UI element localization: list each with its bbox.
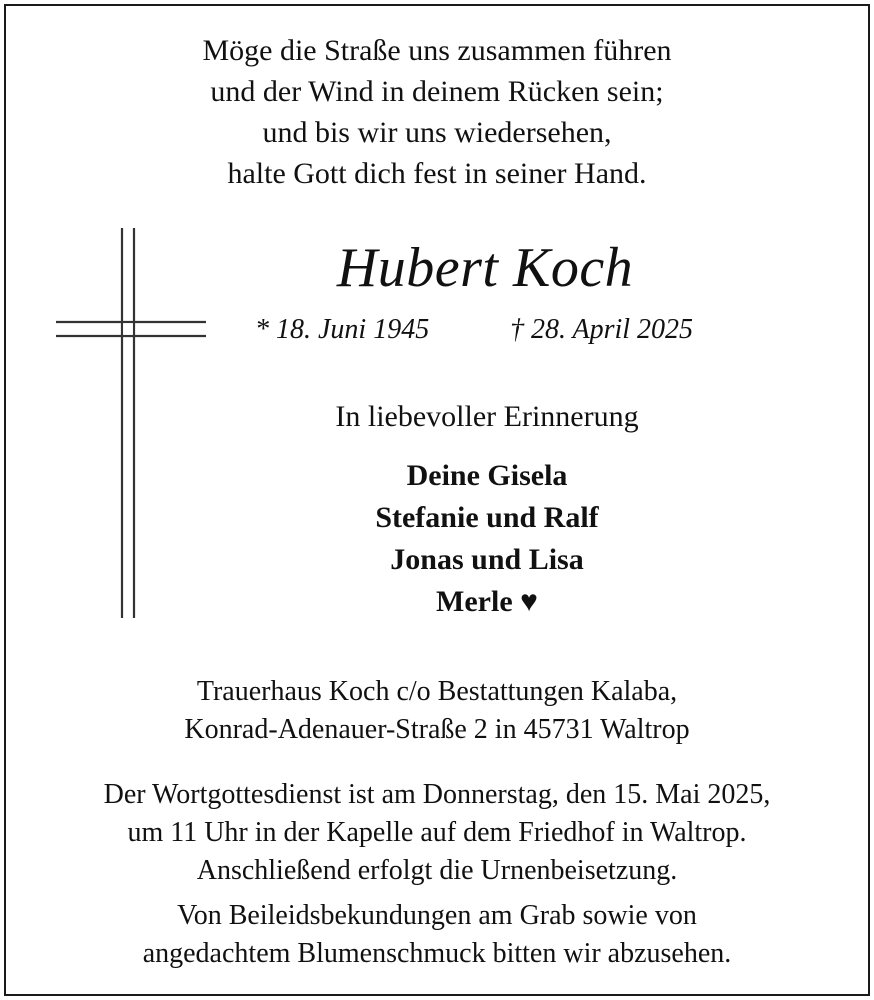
note-line: angedachtem Blumenschmuck bitten wir abzusehen. <box>142 938 732 969</box>
service-line: um 11 Uhr in der Kapelle auf dem Friedhof in Waltrop. <box>127 817 747 848</box>
condolence-note <box>0 897 874 973</box>
address-line: Trauerhaus Koch c/o Bestattungen Kalaba, <box>196 676 678 707</box>
verse-line: halte Gott dich fest in seiner Hand. <box>227 157 647 190</box>
verse-line: Möge die Straße uns zusammen führen <box>202 34 672 67</box>
verse-line: und bis wir uns wiedersehen, <box>262 116 612 149</box>
service-line: Der Wortgottesdienst ist am Donnerstag, den 15. Mai 2025, <box>103 779 771 810</box>
family-member: Deine Gisela <box>406 459 568 492</box>
family-member: Jonas und Lisa <box>390 543 584 576</box>
family-member: Merle ♥ <box>436 585 538 618</box>
address-line: Konrad-Adenauer-Straße 2 in 45731 Waltrop <box>184 714 690 745</box>
deceased-name: Hubert Koch <box>336 237 634 299</box>
family-member: Stefanie und Ralf <box>375 501 599 534</box>
death-date: † 28. April 2025 <box>510 314 694 345</box>
memory-line: In liebevoller Erinnerung <box>335 400 639 433</box>
note-line: Von Beileidsbekundungen am Grab sowie von <box>177 900 697 931</box>
verse <box>0 30 874 194</box>
verse-line: und der Wind in deinem Rücken sein; <box>210 75 664 108</box>
family-list <box>50 455 874 623</box>
service-line: Anschließend erfolgt die Urnenbeisetzung. <box>196 855 678 886</box>
service-info <box>0 776 874 890</box>
mourning-address <box>0 673 874 749</box>
birth-date: * 18. Juni 1945 <box>255 314 430 345</box>
